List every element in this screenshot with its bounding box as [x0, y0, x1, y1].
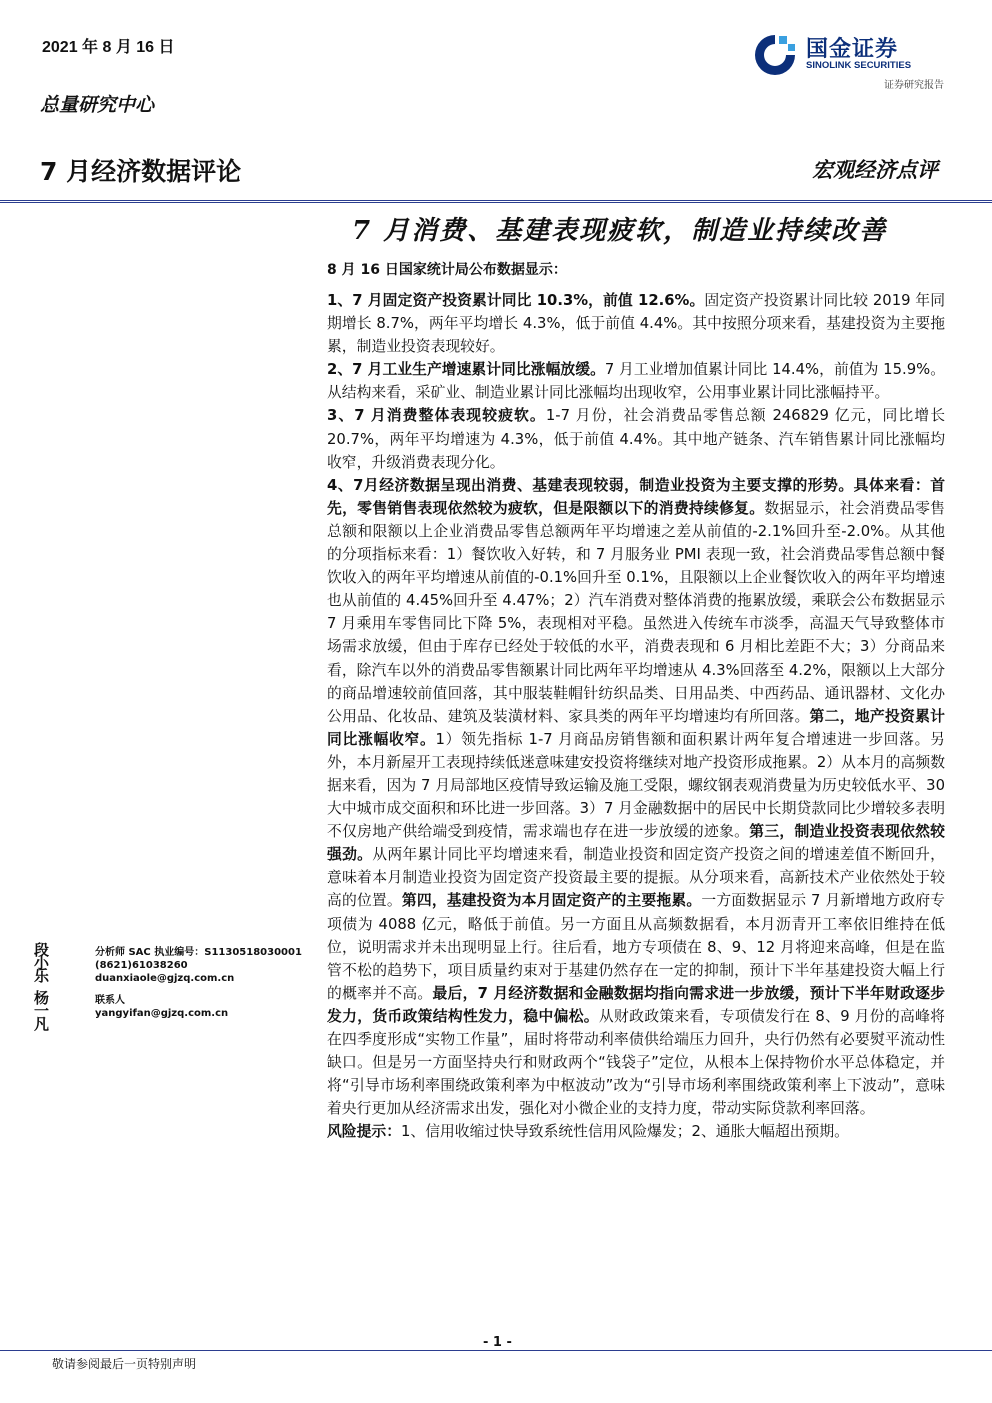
header-divider-secondary	[0, 202, 992, 203]
contact-name: 杨一凡	[34, 989, 50, 1033]
company-logo	[752, 30, 952, 90]
analyst-sac-id: 分析师 SAC 执业编号：S1130518030001	[95, 947, 302, 958]
footer-disclaimer: 敬请参阅最后一页特别声明	[52, 1357, 197, 1371]
report-body	[327, 289, 945, 1143]
paragraph-industrial-production: 2、7 月工业生产增速累计同比涨幅放缓。7 月工业增加值累计同比 14.4%，前值为 15.9%。从结构来看，采矿业、制造业累计同比涨幅均出现收窄，公用事业累计同比涨幅持平。	[327, 361, 945, 402]
analyst-info	[95, 946, 335, 985]
footer-divider	[0, 1350, 992, 1351]
report-type-label: 证券研究报告	[884, 80, 944, 91]
analyst-email: duanxiaole@gjzq.com.cn	[95, 973, 235, 984]
logo-english-name: SINOLINK SECURITIES	[806, 60, 912, 71]
report-category: 宏观经济点评	[812, 157, 938, 182]
department-name: 总量研究中心	[40, 94, 155, 116]
sinolink-logo-icon	[752, 32, 798, 78]
lead-sentence: 8 月 16 日国家统计局公布数据显示：	[327, 262, 567, 278]
contact-role: 联系人	[95, 995, 125, 1006]
contact-email: yangyifan@gjzq.com.cn	[95, 1008, 229, 1019]
paragraph-consumption: 3、7 月消费整体表现较疲软。1-7 月份，社会消费品零售总额 246829 亿元，同比增长 20.7%，两年平均增速为 4.3%，低于前值 4.4%。其中地产链条、汽车销售累计同比涨幅均收窄，升级消费表现分化。	[327, 407, 946, 471]
page-number: - 1 -	[483, 1335, 512, 1350]
paragraph-fixed-investment: 1、7 月固定资产投资累计同比 10.3%，前值 12.6%。固定资产投资累计同比较 2019 年同期增长 8.7%，两年平均增长 4.3%，低于前值 4.4%。其中按照分项来看，基建投资为主要拖累，制造业投资表现较好。	[327, 292, 945, 356]
contact-info	[95, 994, 335, 1020]
report-title: 7 月经济数据评论	[40, 157, 242, 186]
paragraph-summary: 4、7月经济数据呈现出消费、基建表现较弱，制造业投资为主要支撑的形势。具体来看：首先，零售销售表现依然较为疲软，但是限额以下的消费持续修复。数据显示，社会消费品零售总额和限额以上企业消费品零售总额两年平均增速之差从前值的-2.1%回升至-2.0%。从其他的分项指标来看：1）餐饮收入好转，和 7 月服务业 PMI 表现一致，社会消费品零售总额中餐饮收入的两年平均增速从前值的-0.1%回升至 0.1%，且限额以上企业餐饮收入的两年平均增速也从前值的 4.45%回升至 4.47%；2）汽车消费对整体消费的拖累放缓，乘联会公布数据显示 7 月乘用车零售同比下降 5%，表现相对平稳。虽然进入传统车市淡季，高温天气导致整体市场需求放缓，但由于库存已经处于较低的水平，消费表现和 6 月相比差距不大；3）分商品来看，除汽车以外的消费品零售额累计同比两年平均增速从 4.3%回落至 4.2%，限额以上大部分的商品增速较前值回落，其中服装鞋帽针纺织品类、日用品类、中西药品、通讯器材、文化办公用品、化妆品、建筑及装潢材料、家具类的两年平均增速均有所回落。第二，地产投资累计同比涨幅收窄。1）领先指标 1-7 月商品房销售额和面积累计两年复合增速进一步回落。另外，本月新屋开工表现持续低迷意味建安投资将继续对地产投资形成拖累。2）从本月的高频数据来看，因为 7 月局部地区疫情导致运输及施工受限，螺纹钢表观消费量为历史较低水平、30 大中城市成交面积和环比进一步回落。3）7 月金融数据中的居民中长期贷款同比少增较多表明不仅房地产供给端受到疫情，需求端也存在进一步放缓的迹象。第三，制造业投资表现依然较强劲。从两年累计同比平均增速来看，制造业投资和固定资产投资之间的增速差值不断回升，意味着本月制造业投资为固定资产投资最主要的提振。从分项来看，高新技术产业依然处于较高的位置。第四，基建投资为本月固定资产的主要拖累。一方面数据显示 7 月新增地方政府专项债为 4088 亿元，略低于前值。另一方面且从高频数据看，本月沥青开工率依旧维持在低位，说明需求并未出现明显上行。往后看，地方专项债在 8、9、12 月将迎来高峰，但是在监管不松的趋势下，项目质量约束对于基建仍然存在一定的抑制，预计下半年基建投资大幅上行的概率并不高。最后，7 月经济数据和金融数据均指向需求进一步放缓，预计下半年财政逐步发力，货币政策结构性发力，稳中偏松。从财政政策来看，专项债发行在 8、9 月份的高峰将在四季度形成“实物工作量”，届时将带动利率债供给端压力回升，央行仍然有必要熨平流动性缺口。但是另一方面坚持央行和财政两个“钱袋子”定位，从根本上保持物价水平总体稳定，并将“引导市场利率围绕政策利率为中枢波动”改为“引导市场利率围绕政策利率上下波动”，意味着央行更加从经济需求出发，强化对小微企业的支持力度，带动实际贷款利率回落。	[327, 476, 945, 1118]
header-divider	[0, 200, 992, 201]
report-headline: 7 月消费、基建表现疲软，制造业持续改善	[352, 216, 888, 246]
analyst-name: 段小乐	[34, 941, 50, 985]
logo-chinese-name: 国金证券	[806, 37, 899, 62]
analyst-phone: (8621)61038260	[95, 960, 188, 971]
report-date: 2021 年 8 月 16 日	[42, 39, 175, 56]
paragraph-risk: 风险提示：1、信用收缩过快导致系统性信用风险爆发；2、通胀大幅超出预期。	[327, 1123, 849, 1141]
